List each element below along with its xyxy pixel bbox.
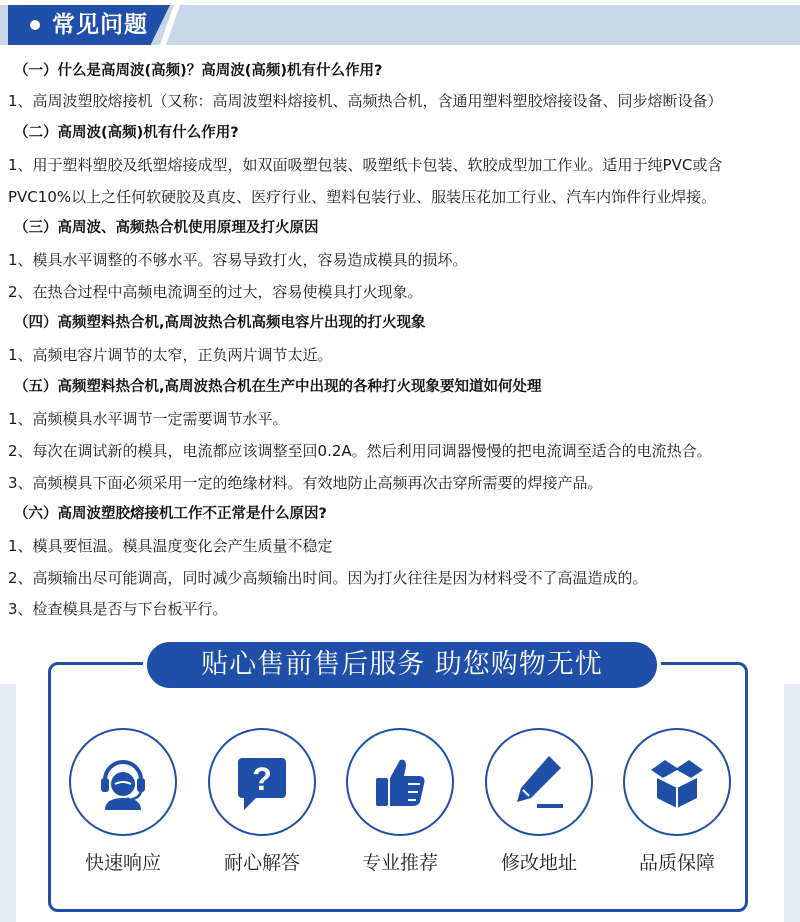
service-label: 专业推荐	[361, 852, 438, 874]
faq-question: （六）高周波塑胶熔接机工作不正常是什么原因?	[14, 506, 327, 522]
service-icon-circle	[485, 728, 593, 836]
faq-header-bar	[0, 5, 800, 45]
faq-answer: 1、模具水平调整的不够水平。容易导致打火，容易造成模具的损坏。	[8, 251, 468, 269]
faq-title: 常见问题	[52, 12, 148, 38]
service-item-recommend	[346, 728, 458, 878]
faq-answer: 1、高频电容片调节的太窄，正负两片调节太近。	[8, 346, 333, 364]
faq-answer: 1、用于塑料塑胶及纸塑熔接成型，如双面吸塑包装、吸塑纸卡包装、软胶成型加工作业。适用于纯PVC或含	[8, 156, 723, 174]
faq-answer: 2、在热合过程中高频电流调至的过大，容易使模具打火现象。	[8, 283, 423, 301]
faq-answer: 2、每次在调试新的模具，电流都应该调整至回0.2A。然后利用同调器慢慢的把电流调至适合的电流热合。	[8, 442, 712, 460]
service-item-patient-answer	[208, 728, 320, 878]
service-label: 快速响应	[84, 852, 161, 874]
service-icon-circle	[346, 728, 454, 836]
faq-question: （五）高频塑料热合机,高周波热合机在生产中出现的各种打火现象要知道如何处理	[14, 379, 542, 395]
service-item-fast-response	[69, 728, 181, 878]
faq-answer: 1、高频模具水平调节一定需要调节水平。	[8, 410, 288, 428]
service-item-quality	[623, 728, 735, 878]
side-panel-right	[784, 684, 800, 922]
faq-answer: 2、高频输出尽可能调高，同时减少高频输出时间。因为打火往往是因为材料受不了高温造成的。	[8, 569, 648, 587]
service-icon-circle	[208, 728, 316, 836]
question-chat-icon	[230, 750, 294, 814]
faq-answer: 3、高频模具下面必须采用一定的绝缘材料。有效地防止高频再次击穿所需要的焊接产品。	[8, 474, 603, 492]
thumbs-up-icon	[368, 750, 432, 814]
service-banner: 贴心售前售后服务 助您购物无忧	[143, 638, 661, 692]
service-item-edit-address	[485, 728, 597, 878]
svg-text:?: ?	[252, 761, 272, 797]
service-icon-circle	[623, 728, 731, 836]
faq-question: （一）什么是高周波(高频)？高周波(高频)机有什么作用?	[14, 63, 383, 79]
service-label: 耐心解答	[223, 852, 300, 874]
service-label: 品质保障	[638, 852, 715, 874]
service-label: 修改地址	[500, 852, 577, 874]
edit-pen-icon	[507, 750, 571, 814]
faq-question: （二）高周波(高频)机有什么作用?	[14, 125, 239, 141]
package-box-icon	[645, 750, 709, 814]
faq-question: （四）高频塑料热合机,高周波热合机高频电容片出现的打火现象	[14, 315, 426, 331]
bullet-dot-icon	[30, 20, 40, 30]
faq-answer: 1、模具要恒温。模具温度变化会产生质量不稳定	[8, 537, 333, 555]
faq-question: （三）高周波、高频热合机使用原理及打火原因	[14, 220, 319, 236]
side-panel-left	[0, 684, 16, 922]
faq-answer: PVC10%以上之任何软硬胶及真皮、医疗行业、塑料包装行业、服装压花加工行业、汽车内饰件行业焊接。	[8, 188, 717, 206]
headset-agent-icon	[91, 750, 155, 814]
faq-answer: 1、高周波塑胶熔接机（又称：高周波塑料熔接机、高频热合机，含通用塑料塑胶熔接设备、同步熔断设备）	[8, 92, 723, 110]
service-icon-circle	[69, 728, 177, 836]
faq-answer: 3、检查模具是否与下台板平行。	[8, 600, 228, 618]
